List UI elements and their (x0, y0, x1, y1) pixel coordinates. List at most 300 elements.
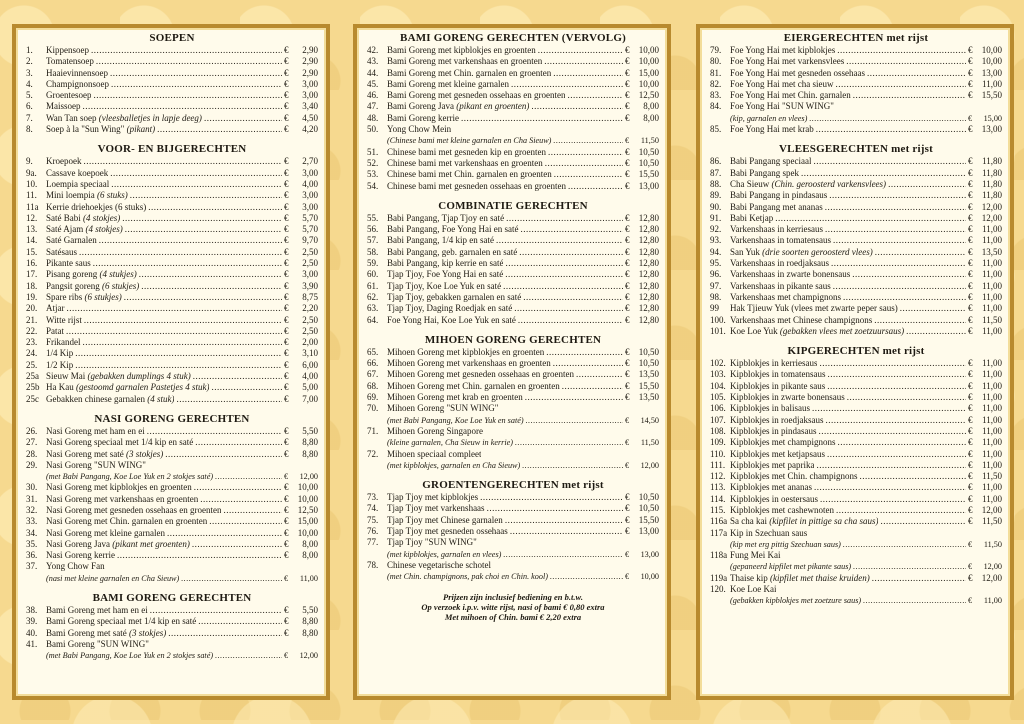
price-value: 15,50 (638, 380, 659, 391)
item-name-text: Nasi Goreng kerrie (46, 550, 115, 561)
item-number: 25a (26, 371, 39, 382)
item-number: 3. (26, 67, 33, 78)
price-value: 12,50 (638, 90, 659, 101)
leader-dots (506, 213, 623, 224)
item-number: 91. (710, 212, 722, 223)
price-value: 12,80 (638, 212, 659, 223)
leader-dots (874, 315, 966, 326)
item-price (968, 68, 1002, 79)
currency-symbol: € (284, 156, 289, 167)
item-name (730, 45, 835, 56)
item-number: 35. (26, 538, 38, 549)
price-value: 8,80 (302, 616, 318, 627)
menu-item (26, 337, 318, 348)
item-number: 11. (26, 190, 37, 201)
menu-item (710, 79, 1002, 90)
item-name (387, 347, 544, 358)
menu-item (710, 213, 1002, 224)
item-number: 109. (710, 437, 726, 448)
item-name (387, 68, 551, 79)
item-number: 46. (367, 90, 379, 101)
currency-symbol: € (968, 572, 973, 583)
item-number: 66. (367, 358, 379, 369)
menu-item (710, 426, 1002, 437)
item-price (625, 503, 659, 514)
item-name-text: Atjar (46, 303, 65, 314)
item-name (730, 292, 841, 303)
item-price (968, 190, 1002, 201)
item-name-text: Mini loempia (46, 190, 95, 201)
currency-symbol: € (284, 348, 289, 359)
item-name-text: Spare ribs (46, 291, 83, 302)
item-name-text: Yong Chow Fan (46, 561, 105, 572)
leader-dots (83, 337, 283, 348)
menu-item (26, 179, 318, 190)
item-name-text: Satésaus (46, 246, 77, 257)
item-name (46, 68, 108, 79)
item-name (387, 79, 509, 90)
leader-dots (826, 415, 967, 426)
price-value: 12,80 (638, 269, 659, 280)
menu-item (710, 415, 1002, 426)
item-number: 11a (26, 201, 39, 212)
currency-symbol: € (284, 56, 289, 67)
price-value: 11,00 (982, 380, 1002, 391)
item-number: 107. (710, 414, 726, 425)
item-number: 4. (26, 78, 33, 89)
item-price (284, 45, 318, 56)
item-name (730, 516, 878, 527)
menu-item (26, 616, 318, 627)
menu-item (367, 449, 659, 460)
item-name-text: Thaise kip (730, 572, 768, 583)
item-description-row (367, 571, 659, 582)
section-gap (26, 405, 318, 413)
leader-dots (809, 113, 966, 124)
menu-item (367, 235, 659, 246)
price-value: 11,00 (982, 459, 1002, 470)
item-name-text: Kipblokjes met ketjapsaus (730, 448, 825, 459)
leader-dots (562, 381, 623, 392)
leader-dots (176, 394, 282, 405)
leader-dots (843, 539, 966, 550)
item-price (625, 79, 659, 90)
item-number: 24. (26, 348, 38, 359)
item-name-text: Tjap Tjoy met varkenshaas (387, 503, 485, 514)
currency-symbol: € (284, 425, 289, 436)
item-number: 17. (26, 269, 38, 280)
menu-item (710, 124, 1002, 135)
item-number: 74. (367, 503, 379, 514)
price-value: 13,00 (638, 525, 659, 536)
currency-symbol: € (625, 438, 630, 448)
leader-dots (812, 403, 966, 414)
menu-item (710, 505, 1002, 516)
leader-dots (99, 235, 282, 246)
menu-item (710, 315, 1002, 326)
item-price (284, 394, 318, 405)
currency-symbol: € (284, 280, 289, 291)
menu-item (26, 348, 318, 359)
price-value: 10,50 (638, 492, 659, 503)
item-price (284, 539, 318, 550)
item-price (284, 337, 318, 348)
item-name-text: Babi Pangang, kip kerrie en saté (387, 258, 504, 269)
currency-symbol: € (284, 325, 289, 336)
item-name (730, 482, 812, 493)
currency-symbol: € (968, 369, 973, 380)
item-description-row (26, 650, 318, 661)
menu-item (710, 369, 1002, 380)
item-number: 13. (26, 224, 38, 235)
item-price (625, 158, 659, 169)
item-name (730, 392, 845, 403)
item-description-row (367, 549, 659, 560)
menu-item (26, 113, 318, 124)
leader-dots (523, 292, 623, 303)
price-value: 2,20 (302, 303, 318, 314)
leader-dots (827, 449, 966, 460)
item-number: 89. (710, 190, 722, 201)
item-name (46, 156, 82, 167)
menu-item (710, 68, 1002, 79)
item-name (730, 415, 824, 426)
section-gap (26, 584, 318, 592)
item-number: 56. (367, 224, 379, 235)
leader-dots (576, 369, 623, 380)
item-name (387, 181, 566, 192)
item-number: 20. (26, 303, 38, 314)
leader-dots (111, 79, 282, 90)
item-price (625, 247, 659, 258)
item-price (968, 471, 1002, 482)
item-name (730, 124, 814, 135)
footer-line: Met mihoen of Chin. bami € 2,20 extra (444, 612, 582, 623)
currency-symbol: € (284, 651, 289, 661)
menu-item (367, 90, 659, 101)
item-note: (kipfilet in pittige sa cha saus) (769, 516, 879, 527)
item-name-text: Mihoen Goreng met kipblokjes en groenten (387, 346, 545, 357)
menu-item (26, 202, 318, 213)
currency-symbol: € (625, 258, 630, 269)
item-price (284, 471, 318, 482)
item-name (730, 224, 823, 235)
item-price (284, 573, 318, 584)
currency-symbol: € (968, 280, 973, 291)
currency-symbol: € (625, 346, 630, 357)
section-title: GROENTENGERECHTEN met rijst (422, 479, 604, 492)
item-name (387, 158, 543, 169)
item-name-text: Bami Goreng "SUN WING" (46, 638, 149, 649)
menu-item (26, 561, 318, 572)
menu-item (26, 437, 318, 448)
menu-item (710, 292, 1002, 303)
currency-symbol: € (968, 392, 973, 403)
menu-item (367, 247, 659, 258)
item-name (46, 639, 149, 650)
price-value: 13,50 (638, 392, 659, 403)
price-value: 15,00 (983, 113, 1002, 123)
currency-symbol: € (968, 314, 973, 325)
price-value: 11,80 (982, 167, 1002, 178)
price-value: 10,00 (638, 45, 659, 55)
item-name (730, 156, 811, 167)
price-value: 3,00 (302, 269, 318, 280)
currency-symbol: € (625, 460, 630, 470)
item-price (625, 213, 659, 224)
leader-dots (825, 224, 966, 235)
item-price (968, 90, 1002, 101)
section-title: BAMI GORENG GERECHTEN (92, 592, 252, 605)
menu-item (367, 503, 659, 514)
item-number: 98. (710, 291, 722, 302)
item-number: 119a (710, 572, 728, 583)
item-name (387, 492, 478, 503)
item-name (730, 584, 776, 595)
item-name-text: Nasi Goreng met kipblokjes en groenten (46, 482, 192, 493)
menu-item (26, 235, 318, 246)
leader-dots (553, 358, 623, 369)
item-price (284, 269, 318, 280)
currency-symbol: € (625, 492, 630, 503)
item-note: (Chin. geroosterd varkensvlees) (771, 178, 887, 189)
item-price (284, 213, 318, 224)
item-number: 15. (26, 246, 38, 257)
menu-item (26, 371, 318, 382)
menu-item (367, 213, 659, 224)
item-name-text: Babi Pangang, Foe Yong Hai en saté (387, 224, 519, 235)
item-name (46, 292, 122, 303)
item-name-text: Koe Loe Yuk (730, 325, 778, 336)
item-name-text: Bami Goreng met kleine garnalen (387, 78, 509, 89)
leader-dots (93, 90, 282, 101)
item-number: 21. (26, 314, 38, 325)
item-number: 25b (26, 382, 40, 393)
price-value: 12,00 (640, 460, 659, 470)
item-number: 27. (26, 437, 38, 448)
item-price (284, 303, 318, 314)
menu-item (367, 560, 659, 571)
item-description: (met Babi Pangang, Koe Loe Yuk en saté) (387, 415, 524, 425)
price-value: 2,00 (302, 337, 318, 348)
leader-dots (837, 45, 966, 56)
price-value: 5,00 (302, 382, 318, 393)
item-number: 75. (367, 514, 379, 525)
menu-item (26, 426, 318, 437)
menu-item (367, 79, 659, 90)
item-name (730, 56, 844, 67)
item-price (968, 482, 1002, 493)
price-value: 10,50 (638, 346, 659, 357)
item-price (284, 550, 318, 561)
leader-dots (84, 315, 282, 326)
price-value: 13,00 (640, 549, 659, 559)
leader-dots (84, 156, 283, 167)
currency-symbol: € (968, 516, 973, 527)
menu-item (367, 492, 659, 503)
currency-symbol: € (625, 169, 630, 180)
price-value: 8,00 (302, 550, 318, 561)
item-number: 86. (710, 156, 722, 167)
menu-item (367, 158, 659, 169)
item-description: (gepaneerd kipfilet met pikante saus) (730, 562, 852, 572)
item-number: 79. (710, 45, 722, 55)
item-name-text: Varkenshaas in kerriesaus (730, 224, 823, 235)
price-value: 2,90 (302, 56, 318, 67)
price-value: 2,90 (302, 67, 318, 78)
menu-item (26, 605, 318, 616)
price-value: 11,80 (982, 190, 1002, 201)
item-number: 29. (26, 459, 38, 470)
item-name-text: Kipblokjes in zwarte bonensaus (730, 392, 845, 403)
item-price (625, 281, 659, 292)
menu-item (26, 494, 318, 505)
price-value: 3,00 (302, 201, 318, 212)
item-price (625, 90, 659, 101)
item-price (284, 616, 318, 627)
item-name (730, 505, 834, 516)
leader-dots (521, 224, 624, 235)
leader-dots (215, 471, 282, 482)
item-name-text: Tjap Tjoy met gesneden ossehaas (387, 525, 508, 536)
currency-symbol: € (284, 527, 289, 538)
leader-dots (820, 494, 966, 505)
item-description: (met kipblokjes, garnalen en vlees) (387, 549, 502, 559)
item-price (968, 494, 1002, 505)
leader-dots (548, 147, 623, 158)
menu-item (710, 471, 1002, 482)
price-value: 11,00 (982, 448, 1002, 459)
section-title: KIPGERECHTEN met rijst (787, 345, 925, 358)
price-value: 8,80 (302, 627, 318, 638)
item-price (968, 224, 1002, 235)
item-name-text: Babi Pangang, 1/4 kip en saté (387, 235, 494, 246)
leader-dots (847, 392, 966, 403)
item-name (46, 247, 77, 258)
item-name (730, 101, 834, 112)
item-name-text: Kipblokjes in roedjaksaus (730, 414, 824, 425)
item-number: 108. (710, 425, 726, 436)
item-name-text: Ha Kau (46, 382, 74, 393)
price-value: 4,20 (302, 124, 318, 135)
item-name-text: Tomatensoep (46, 56, 94, 67)
item-description: (met kipblokjes, garnalen en Cha Sieuw) (387, 460, 521, 470)
item-price (625, 135, 659, 146)
item-name (730, 358, 817, 369)
menu-item (367, 56, 659, 67)
item-note: (6 stukjes) (102, 280, 140, 291)
item-description-row (367, 415, 659, 426)
item-price (284, 371, 318, 382)
price-value: 12,80 (638, 314, 659, 325)
price-value: 10,00 (297, 482, 318, 493)
currency-symbol: € (968, 325, 973, 336)
item-price (625, 347, 659, 358)
item-name-text: Nasi Goreng speciaal met 1/4 kip en saté (46, 437, 194, 448)
leader-dots (553, 135, 623, 146)
item-name-text: Foe Yong Hai met krab (730, 124, 814, 135)
menu-item (710, 437, 1002, 448)
price-value: 13,00 (981, 124, 1002, 135)
item-number: 81. (710, 67, 722, 78)
item-name (730, 315, 872, 326)
item-price (625, 460, 659, 471)
menu-column-middle (353, 24, 671, 700)
item-price (968, 516, 1002, 527)
item-price (968, 369, 1002, 380)
menu-item (26, 258, 318, 269)
item-name-text: Pangsit goreng (46, 280, 100, 291)
item-name-text: Yong Chow Mein (387, 124, 452, 135)
menu-item (710, 550, 1002, 561)
price-value: 12,00 (983, 562, 1002, 572)
item-name-text: Tjap Tjoy, gebakken garnalen en saté (387, 291, 522, 302)
item-name (730, 213, 773, 224)
item-description-row (367, 135, 659, 146)
item-name (46, 45, 89, 56)
currency-symbol: € (625, 246, 630, 257)
currency-symbol: € (284, 359, 289, 370)
item-note: (gebakken vlees met zoetzuursaus) (779, 325, 905, 336)
item-number: 110. (710, 448, 726, 459)
price-value: 5,70 (302, 212, 318, 223)
currency-symbol: € (284, 314, 289, 325)
price-value: 6,00 (302, 359, 318, 370)
item-name-text: Mihoen Goreng "SUN WING" (387, 403, 499, 414)
leader-dots (130, 190, 282, 201)
item-price (284, 281, 318, 292)
item-price (284, 124, 318, 135)
currency-symbol: € (625, 392, 630, 403)
item-name-text: Varkenshaas in pikante saus (730, 280, 831, 291)
item-note: (4 stuk) (147, 393, 175, 404)
item-number: 73. (367, 492, 379, 503)
item-name-text: Kipblokjes met cashewnoten (730, 504, 834, 515)
price-value: 10,00 (640, 572, 659, 582)
leader-dots (192, 539, 282, 550)
currency-symbol: € (625, 291, 630, 302)
item-name (46, 281, 139, 292)
leader-dots (833, 235, 966, 246)
price-value: 2,50 (302, 325, 318, 336)
currency-symbol: € (968, 380, 973, 391)
leader-dots (110, 68, 282, 79)
currency-symbol: € (625, 45, 630, 55)
price-value: 10,00 (638, 56, 659, 67)
menu-item (710, 156, 1002, 167)
menu-item (26, 56, 318, 67)
leader-dots (141, 281, 282, 292)
item-name (730, 235, 831, 246)
item-price (625, 358, 659, 369)
item-price (625, 392, 659, 403)
menu-item (710, 584, 1002, 595)
item-price (968, 124, 1002, 135)
currency-symbol: € (968, 437, 973, 448)
item-name-text: Bami Goreng met gesneden ossehaas en groenten (387, 90, 566, 101)
price-value: 3,10 (302, 348, 318, 359)
menu-item (26, 68, 318, 79)
menu-item (367, 515, 659, 526)
item-price (284, 449, 318, 460)
item-name (387, 213, 504, 224)
item-name-text: Tjap Tjoy, Daging Roedjak en saté (387, 303, 513, 314)
item-name (387, 258, 503, 269)
currency-symbol: € (968, 190, 973, 201)
item-price (625, 437, 659, 448)
price-value: 13,50 (981, 246, 1002, 257)
menu-item (26, 482, 318, 493)
